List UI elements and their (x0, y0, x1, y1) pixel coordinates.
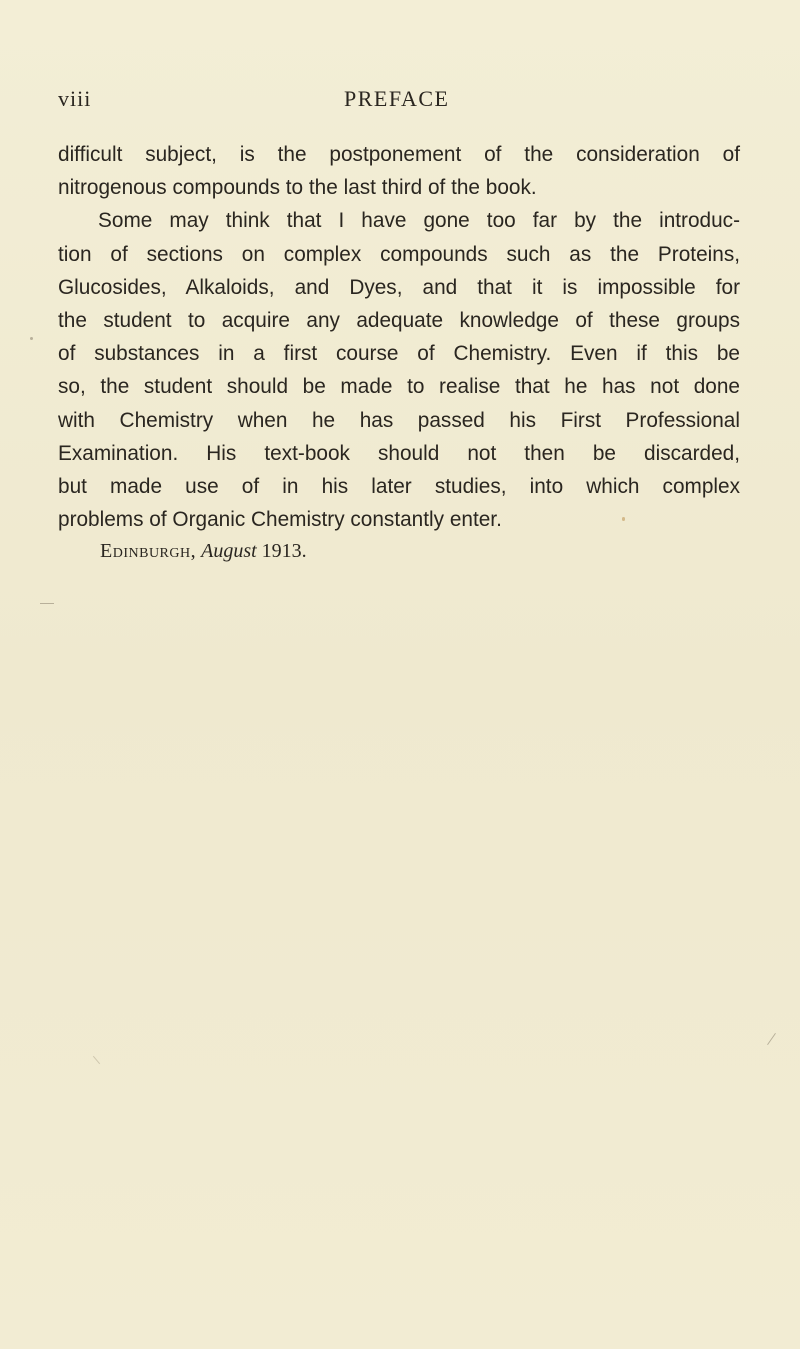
body-line: problems of Organic Chemistry constantly enter. (58, 508, 502, 532)
body-line: Examination. His text-book should not then be discarded, (58, 441, 740, 465)
signature-year: 1913. (261, 540, 307, 562)
body-line: with Chemistry when he has passed his First Professional (58, 408, 740, 432)
body-line: nitrogenous compounds to the last third of the book. (58, 176, 537, 200)
signature-line (100, 540, 307, 563)
body-line: tion of sections on complex compounds such as the Proteins, (58, 242, 740, 266)
body-line: but made use of in his later studies, into which complex (58, 474, 740, 498)
running-head: PREFACE (344, 86, 450, 111)
body-line: Some may think that I have gone too far by the introduc- (98, 209, 740, 233)
paper-speck (40, 603, 54, 604)
paper-speck (767, 1033, 776, 1045)
page-number: viii (58, 86, 92, 111)
body-line: Glucosides, Alkaloids, and Dyes, and that it is impossible for (58, 275, 740, 299)
signature-month: August (201, 540, 257, 562)
body-line: of substances in a first course of Chemistry. Even if this be (58, 342, 740, 366)
paper-speck (622, 517, 625, 521)
page-header (58, 86, 740, 120)
body-line: difficult subject, is the postponement of the consideration of (58, 143, 740, 166)
paper-speck (93, 1056, 100, 1064)
body-line: so, the student should be made to realise that he has not done (58, 375, 740, 399)
signature-place: Edinburgh, (100, 540, 197, 562)
paper-speck (30, 337, 33, 340)
body-line: the student to acquire any adequate knowledge of these groups (58, 308, 740, 332)
preface-body (58, 138, 740, 536)
